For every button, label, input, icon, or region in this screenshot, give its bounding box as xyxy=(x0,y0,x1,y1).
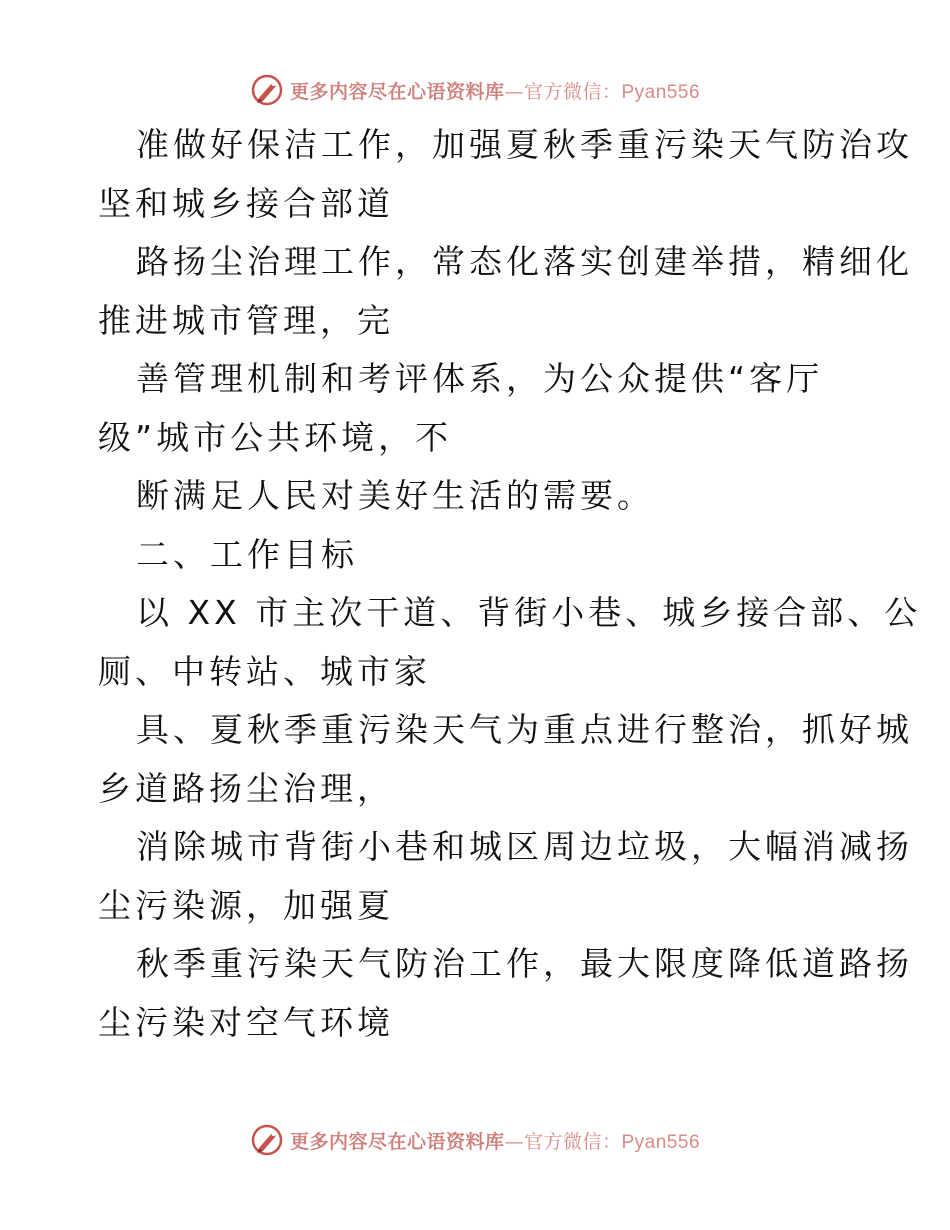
watermark-label: 官方微信： xyxy=(523,80,622,103)
watermark-brand: 更多内容尽在心语资料库 xyxy=(289,1130,505,1153)
text-line: 尘污染源，加强夏 xyxy=(98,885,394,925)
text-line: 以 XX 市主次干道、背街小巷、城乡接合部、公 xyxy=(136,593,922,632)
header-watermark xyxy=(0,72,950,108)
footer-watermark xyxy=(0,1122,950,1158)
text-line: 秋季重污染天气防治工作，最大限度降低道路扬 xyxy=(136,944,913,983)
pen-logo-icon xyxy=(250,1123,284,1157)
text-line: 消除城市背街小巷和城区周边垃圾，大幅消减扬 xyxy=(136,827,913,866)
text-line: 二、工作目标 xyxy=(136,534,358,574)
text-line: 乡道路扬尘治理， xyxy=(98,768,394,808)
watermark-brand: 更多内容尽在心语资料库 xyxy=(289,80,505,103)
document-body xyxy=(98,116,922,1052)
text-line: 准做好保洁工作，加强夏秋季重污染天气防治攻 xyxy=(136,125,913,164)
watermark-label: 官方微信： xyxy=(523,1130,622,1153)
text-line: 尘污染对空气环境 xyxy=(98,1002,394,1042)
watermark-wechat-id: Pyan556 xyxy=(621,81,701,103)
pen-logo-icon xyxy=(250,73,284,107)
text-line: 具、夏秋季重污染天气为重点进行整治，抓好城 xyxy=(136,710,913,749)
text-line: 善管理机制和考评体系，为公众提供“客厅 xyxy=(136,359,824,398)
text-line: 厕、中转站、城市家 xyxy=(98,651,431,691)
text-line: 推进城市管理，完 xyxy=(98,300,394,340)
watermark-wechat-id: Pyan556 xyxy=(621,1131,701,1153)
text-line: 坚和城乡接合部道 xyxy=(98,183,394,223)
watermark-separator: — xyxy=(504,80,524,103)
text-line: 路扬尘治理工作，常态化落实创建举措，精细化 xyxy=(136,242,913,281)
text-line: 断满足人民对美好生活的需要。 xyxy=(136,476,654,515)
watermark-separator: — xyxy=(504,1130,524,1153)
text-line: 级”城市公共环境，不 xyxy=(98,417,453,457)
